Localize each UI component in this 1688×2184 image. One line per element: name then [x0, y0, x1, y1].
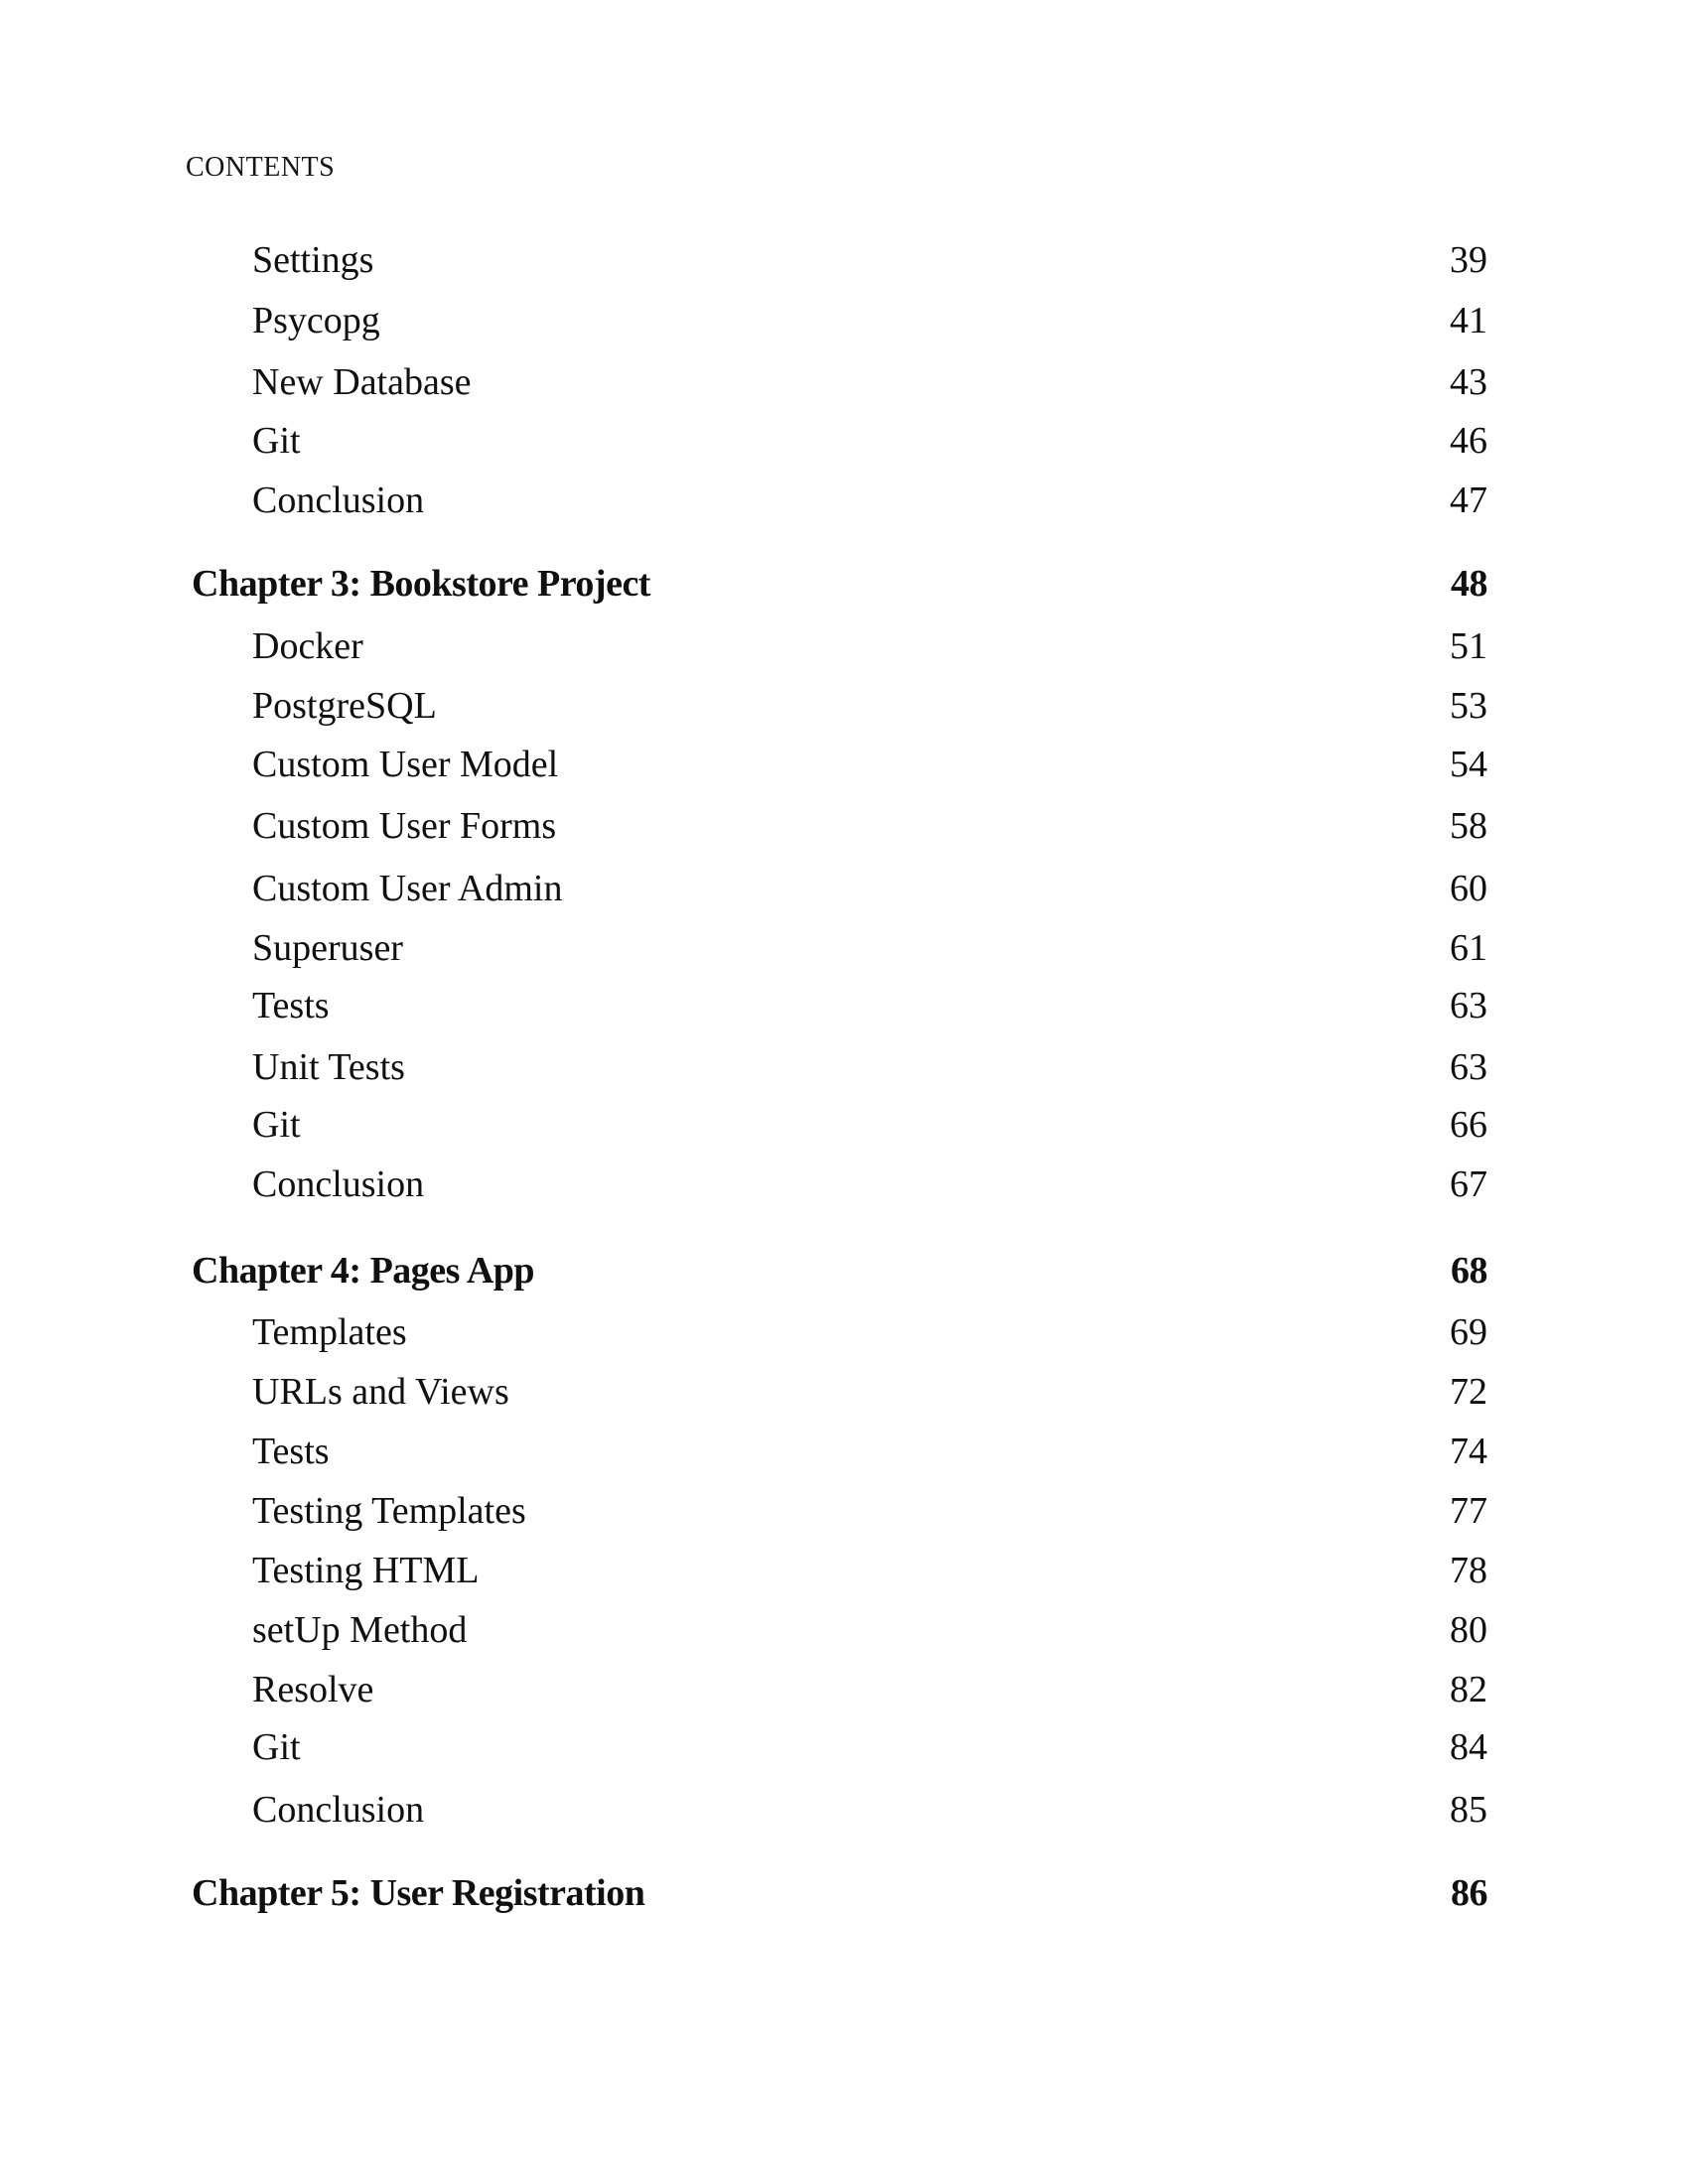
toc-entry-page-number: 63	[1450, 985, 1487, 1026]
toc-entry-page-number: 63	[1450, 1046, 1487, 1088]
toc-entry-page-number: 72	[1450, 1371, 1487, 1413]
toc-entry-label: Tests	[252, 1431, 330, 1472]
toc-entry-label: Git	[252, 1104, 301, 1146]
toc-entry	[192, 1728, 1487, 1768]
toc-entry-page-number: 47	[1450, 479, 1487, 521]
toc-entry	[192, 481, 1487, 521]
toc-entry-label: setUp Method	[252, 1609, 468, 1651]
toc-entry-label: Testing Templates	[252, 1490, 526, 1532]
toc-entry	[192, 1552, 1487, 1591]
contents-running-header: CONTENTS	[186, 152, 336, 183]
toc-entry-label: Settings	[252, 239, 374, 281]
toc-entry	[192, 1373, 1487, 1413]
toc-entry-page-number: 43	[1450, 361, 1487, 403]
toc-entry-label: Tests	[252, 985, 330, 1026]
toc-entry-page-number: 54	[1450, 744, 1487, 785]
toc-entry	[192, 1433, 1487, 1472]
toc-entry-label: Git	[252, 1726, 301, 1768]
toc-entry-label: New Database	[252, 361, 472, 403]
toc-entry	[192, 1313, 1487, 1353]
toc-entry-label: Templates	[252, 1311, 407, 1353]
toc-entry	[192, 1106, 1487, 1146]
toc-entry-label: Conclusion	[252, 1789, 425, 1831]
toc-entry	[192, 1048, 1487, 1088]
toc-chapter-page-number: 86	[1451, 1872, 1487, 1914]
toc-entry-page-number: 85	[1450, 1789, 1487, 1831]
toc-entry-page-number: 78	[1450, 1550, 1487, 1591]
toc-chapter-entry	[192, 565, 1487, 605]
toc-entry-page-number: 77	[1450, 1490, 1487, 1532]
toc-entry-label: Psycopg	[252, 300, 380, 341]
toc-entry-label: Testing HTML	[252, 1550, 480, 1591]
toc-entry	[192, 1611, 1487, 1651]
toc-entry-page-number: 67	[1450, 1163, 1487, 1205]
toc-entry-page-number: 82	[1450, 1669, 1487, 1710]
toc-entry	[192, 363, 1487, 403]
toc-entry	[192, 987, 1487, 1026]
toc-entry-page-number: 66	[1450, 1104, 1487, 1146]
toc-chapter-entry	[192, 1874, 1487, 1914]
toc-entry-page-number: 41	[1450, 300, 1487, 341]
toc-entry-label: Resolve	[252, 1669, 374, 1710]
toc-entry-page-number: 84	[1450, 1726, 1487, 1768]
toc-entry-page-number: 74	[1450, 1431, 1487, 1472]
toc-entry	[192, 241, 1487, 281]
toc-entry-page-number: 51	[1450, 625, 1487, 667]
toc-entry-page-number: 69	[1450, 1311, 1487, 1353]
toc-entry-label: Custom User Admin	[252, 868, 563, 909]
toc-chapter-label: Chapter 3: Bookstore Project	[192, 563, 650, 605]
toc-entry-page-number: 60	[1450, 868, 1487, 909]
toc-entry-label: Conclusion	[252, 479, 425, 521]
toc-entry-label: Conclusion	[252, 1163, 425, 1205]
toc-entry	[192, 1671, 1487, 1710]
toc-entry-label: Custom User Model	[252, 744, 559, 785]
toc-entry	[192, 1791, 1487, 1831]
toc-entry	[192, 687, 1487, 727]
toc-chapter-page-number: 68	[1451, 1250, 1487, 1292]
toc-entry-label: Git	[252, 420, 301, 462]
toc-entry	[192, 1165, 1487, 1205]
toc-entry	[192, 1492, 1487, 1532]
toc-entry	[192, 807, 1487, 847]
toc-entry-label: Custom User Forms	[252, 805, 557, 847]
toc-chapter-label: Chapter 4: Pages App	[192, 1250, 535, 1292]
toc-entry-page-number: 39	[1450, 239, 1487, 281]
toc-entry-label: URLs and Views	[252, 1371, 509, 1413]
toc-entry-label: PostgreSQL	[252, 685, 437, 727]
toc-entry	[192, 929, 1487, 969]
toc-entry	[192, 870, 1487, 909]
toc-entry-page-number: 80	[1450, 1609, 1487, 1651]
toc-entry-page-number: 46	[1450, 420, 1487, 462]
toc-entry-label: Unit Tests	[252, 1046, 405, 1088]
toc-chapter-label: Chapter 5: User Registration	[192, 1872, 645, 1914]
toc-entry-page-number: 58	[1450, 805, 1487, 847]
toc-entry	[192, 627, 1487, 667]
toc-chapter-entry	[192, 1252, 1487, 1292]
toc-entry	[192, 746, 1487, 785]
toc-entry-page-number: 53	[1450, 685, 1487, 727]
toc-entry-page-number: 61	[1450, 927, 1487, 969]
toc-entry-label: Superuser	[252, 927, 403, 969]
toc-entry	[192, 302, 1487, 341]
toc-chapter-page-number: 48	[1451, 563, 1487, 605]
toc-entry-label: Docker	[252, 625, 363, 667]
toc-entry	[192, 422, 1487, 462]
